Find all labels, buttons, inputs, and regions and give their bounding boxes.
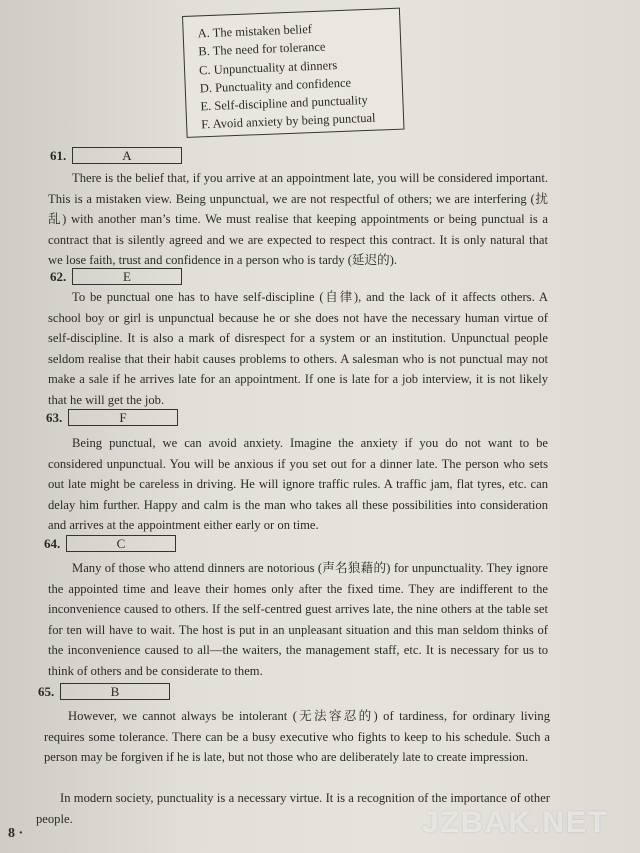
option-b: B. The need for tolerance bbox=[198, 39, 326, 59]
paragraph-text: There is the belief that, if you arrive at an appointment late, you will be considered important. This is a mistaken view. Being unpunctual, we are not respectful of others; we are interfering (扰乱) with another man’s time. We must realise that keeping appointments or being punctual is a contract that is silently agreed and we are expected to respect this contract. It is only natural that we lose faith, trust and confidence in a person who is tardy (延迟的). bbox=[48, 171, 548, 268]
watermark-logo: JZBAK.NET bbox=[422, 806, 609, 839]
option-e: E. Self-discipline and punctuality bbox=[200, 93, 368, 114]
question-number: 63. bbox=[46, 409, 63, 425]
question-64-row bbox=[44, 535, 176, 552]
paragraph-text: To be punctual one has to have self-discipline (自律), and the lack of it affects others. A school boy or girl is unpunctual because he or she does not have the necessary human virtue of self-discipline. It is also a mark of disrespect for a system or an institution. Unpunctual people seldom realise that their habit causes problems to others. A salesman who is not punctual may not make a sale if he arrives late for an appointment. If one is late for a job interview, it is not likely that he will get the job. bbox=[48, 290, 548, 407]
question-number: 64. bbox=[44, 535, 61, 551]
paragraph-text: However, we cannot always be intolerant (无法容忍的) of tardiness, for ordinary living requires some tolerance. There can be a busy executive who fights to keep to his schedule. Such a person may be forgiven if he is late, but not those who are deliberately late to create impression. bbox=[44, 709, 550, 765]
answer-box-63[interactable]: F bbox=[68, 409, 178, 426]
answer-box-61[interactable]: A bbox=[72, 147, 182, 164]
question-number: 62. bbox=[50, 268, 67, 284]
question-63-row bbox=[46, 409, 178, 426]
closing-text: In modern society, punctuality is a necessary virtue. It is a recognition of the importance of other people. bbox=[36, 791, 550, 826]
question-62-row bbox=[50, 268, 182, 285]
answer-box-62[interactable]: E bbox=[72, 268, 182, 285]
option-a: A. The mistaken belief bbox=[197, 22, 313, 41]
paragraph-62 bbox=[48, 287, 548, 411]
option-c: C. Unpunctuality at dinners bbox=[198, 57, 338, 77]
option-d: D. Punctuality and confidence bbox=[199, 75, 352, 96]
page-number: 8 · bbox=[8, 826, 24, 841]
paragraph-63 bbox=[48, 433, 548, 536]
paragraph-65 bbox=[44, 706, 550, 768]
answer-box-65[interactable]: B bbox=[60, 683, 170, 700]
answer-box-64[interactable]: C bbox=[66, 535, 176, 552]
paragraph-text: Many of those who attend dinners are notorious (声名狼藉的) for unpunctuality. They ignore the appointed time and leave their homes only after the fixed time. They are indifferent to the inconvenience caused to others. If the self-centred guest arrives late, the nine others at the table set for ten will have to wait. The host is put in an unpleasant situation and this man seldom thinks of the inconvenience caused to all—the waiters, the management staff, etc. It is necessary for us to think of others and be considerate to them. bbox=[48, 561, 548, 678]
question-61-row bbox=[50, 147, 182, 164]
paragraph-64 bbox=[48, 558, 548, 682]
option-f: F. Avoid anxiety by being punctual bbox=[200, 111, 376, 132]
paragraph-61 bbox=[48, 168, 548, 271]
question-number: 65. bbox=[38, 683, 55, 699]
paragraph-text: Being punctual, we can avoid anxiety. Imagine the anxiety if you do not want to be considered unpunctual. You will be anxious if you set out for a dinner late. The person who sets out late might be careless in driving. He will ignore traffic rules. A traffic jam, flat tyres, etc. can delay him further. Happy and calm is the man who takes all these possibilities into consideration and arrives at the appointment either early or on time. bbox=[48, 436, 548, 533]
options-box bbox=[182, 8, 405, 138]
question-65-row bbox=[38, 683, 170, 700]
question-number: 61. bbox=[50, 147, 67, 163]
